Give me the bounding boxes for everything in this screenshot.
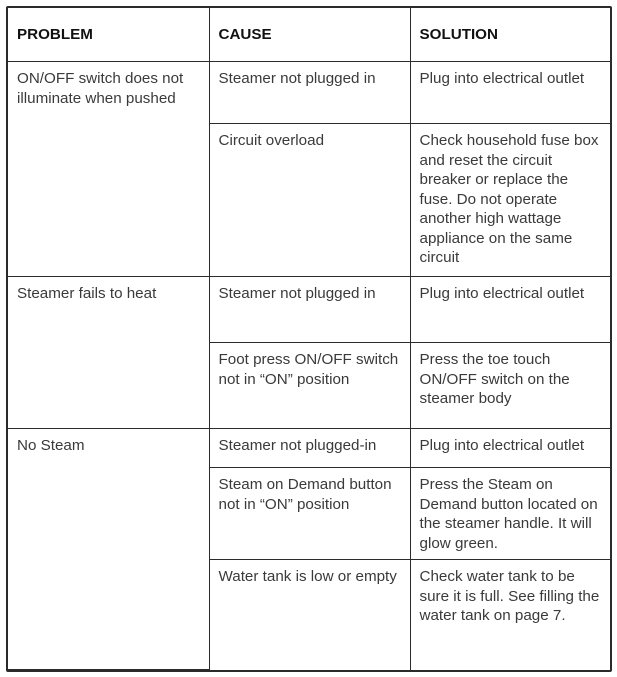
solution-cell: Press the toe touch ON/OFF switch on the steamer body <box>410 343 610 429</box>
solution-cell: Plug into electrical outlet <box>410 62 610 124</box>
problem-cell: No Steam <box>8 429 209 670</box>
cause-cell: Steamer not plugged in <box>209 277 410 343</box>
solution-column-header: SOLUTION <box>410 8 610 62</box>
problem-column-header: PROBLEM <box>8 8 209 62</box>
problem-cell: ON/OFF switch does not illuminate when pushed <box>8 62 209 277</box>
solution-cell: Press the Steam on Demand button located on the steamer handle. It will glow green. <box>410 468 610 560</box>
table-row <box>8 62 610 124</box>
cause-cell: Steamer not plugged in <box>209 62 410 124</box>
solution-cell: Check household fuse box and reset the circuit breaker or replace the fuse. Do not operate another high wattage appliance on the same circuit <box>410 124 610 277</box>
cause-column-header: CAUSE <box>209 8 410 62</box>
solution-cell: Plug into electrical outlet <box>410 429 610 468</box>
table-header-row <box>8 8 610 62</box>
cause-cell: Steamer not plugged-in <box>209 429 410 468</box>
solution-cell: Check water tank to be sure it is full. See filling the water tank on page 7. <box>410 560 610 670</box>
cause-cell: Circuit overload <box>209 124 410 277</box>
cause-cell: Steam on Demand button not in “ON” position <box>209 468 410 560</box>
cause-cell: Water tank is low or empty <box>209 560 410 670</box>
troubleshooting-table <box>8 8 610 670</box>
troubleshooting-table-frame <box>6 6 612 672</box>
problem-cell: Steamer fails to heat <box>8 277 209 429</box>
cause-cell: Foot press ON/OFF switch not in “ON” position <box>209 343 410 429</box>
table-row <box>8 277 610 343</box>
solution-cell: Plug into electrical outlet <box>410 277 610 343</box>
table-row <box>8 429 610 468</box>
